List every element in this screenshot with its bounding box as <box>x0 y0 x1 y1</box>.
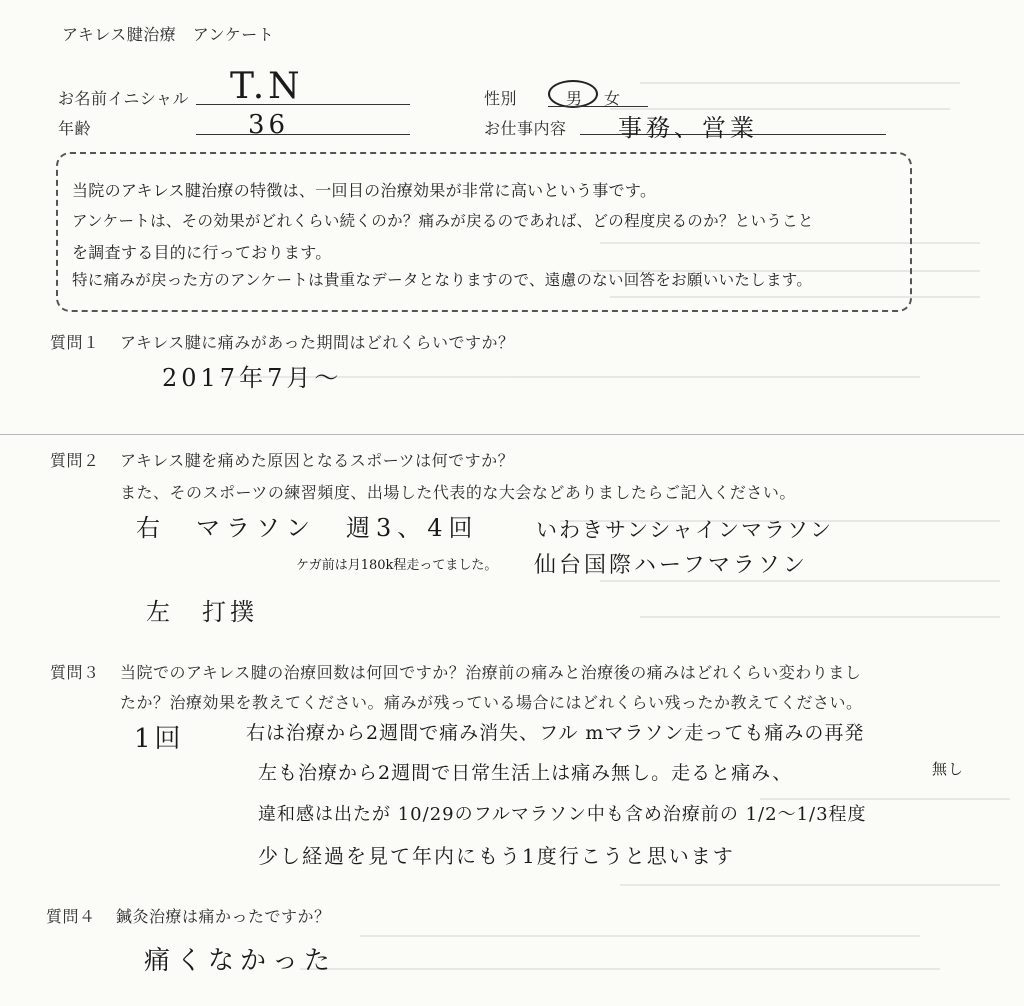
gender-male: 男 <box>566 89 583 108</box>
q1-label: 質問１ <box>50 333 100 352</box>
age-label: 年齢 <box>58 119 92 138</box>
q3-answer-line-1b: 無し <box>932 760 965 778</box>
notice-line-1: 当院のアキレス腱治療の特徴は、一回目の治療効果が非常に高いという事です。 <box>72 181 657 200</box>
q2-text-1: アキレス腱を痛めた原因となるスポーツは何ですか？ <box>120 451 515 470</box>
gender-label: 性別 <box>484 89 518 108</box>
q4-answer: 痛くなかった <box>144 946 337 976</box>
q3-answer-line-4: 少し経過を見て年内にもう1度行こうと思います <box>258 844 735 868</box>
q4-text: 鍼灸治療は痛かったですか？ <box>116 907 331 926</box>
q4-label: 質問４ <box>46 907 96 926</box>
q3-answer-count: 1回 <box>134 724 185 754</box>
notice-line-3: を調査する目的に行っております。 <box>72 243 332 262</box>
q2-answer-right: 右 マラソン 週3、4回 <box>136 514 479 542</box>
age-underline <box>196 134 410 135</box>
q3-answer-line-1: 右は治療から2週間で痛み消失、フル mマラソン走っても痛みの再発 <box>246 722 865 744</box>
age-value: 36 <box>248 110 290 140</box>
notice-line-2: アンケートは、その効果がどれくらい続くのか？痛みが戻るのであれば、どの程度戻るのか？ということ <box>72 212 814 230</box>
job-value: 事務、営業 <box>618 114 758 142</box>
form-title: アキレス腱治療 アンケート <box>62 25 275 44</box>
q2-answer-note: ケガ前は月180k程走ってました。 <box>296 558 498 573</box>
q2-answer-left: 左 打撲 <box>146 598 258 626</box>
name-value: T.N <box>230 66 304 107</box>
gender-underline <box>548 106 648 107</box>
q3-label: 質問３ <box>50 663 100 682</box>
q1-text: アキレス腱に痛みがあった期間はどれくらいですか？ <box>120 333 515 352</box>
q3-answer-line-3: 違和感は出たが 10/29のフルマラソン中も含め治療前の 1/2〜1/3程度 <box>258 804 867 825</box>
name-label: お名前イニシャル <box>58 89 190 108</box>
notice-line-4: 特に痛みが戻った方のアンケートは貴重なデータとなりますので、遠慮のない回答をお願いいたします。 <box>72 271 813 289</box>
q1-answer: 2017年7月〜 <box>162 364 343 392</box>
section-divider <box>0 434 1024 435</box>
q2-answer-race-2: 仙台国際ハーフマラソン <box>534 553 808 578</box>
q2-answer-race-1: いわきサンシャインマラソン <box>536 518 834 542</box>
job-label: お仕事内容 <box>484 119 567 138</box>
q3-text-2: たか？治療効果を教えてください。痛みが残っている場合にはどれくらい残ったか教えてください。 <box>120 693 863 712</box>
q3-text-1: 当院でのアキレス腱の治療回数は何回ですか？治療前の痛みと治療後の痛みはどれくらい変わりまし <box>120 663 862 682</box>
q3-answer-line-2: 左も治療から2週間で日常生活上は痛み無し。走ると痛み、 <box>258 762 793 784</box>
gender-female: 女 <box>604 89 621 108</box>
q2-text-2: また、そのスポーツの練習頻度、出場した代表的な大会などありましたらご記入ください。 <box>120 483 796 502</box>
q2-label: 質問２ <box>50 451 100 470</box>
